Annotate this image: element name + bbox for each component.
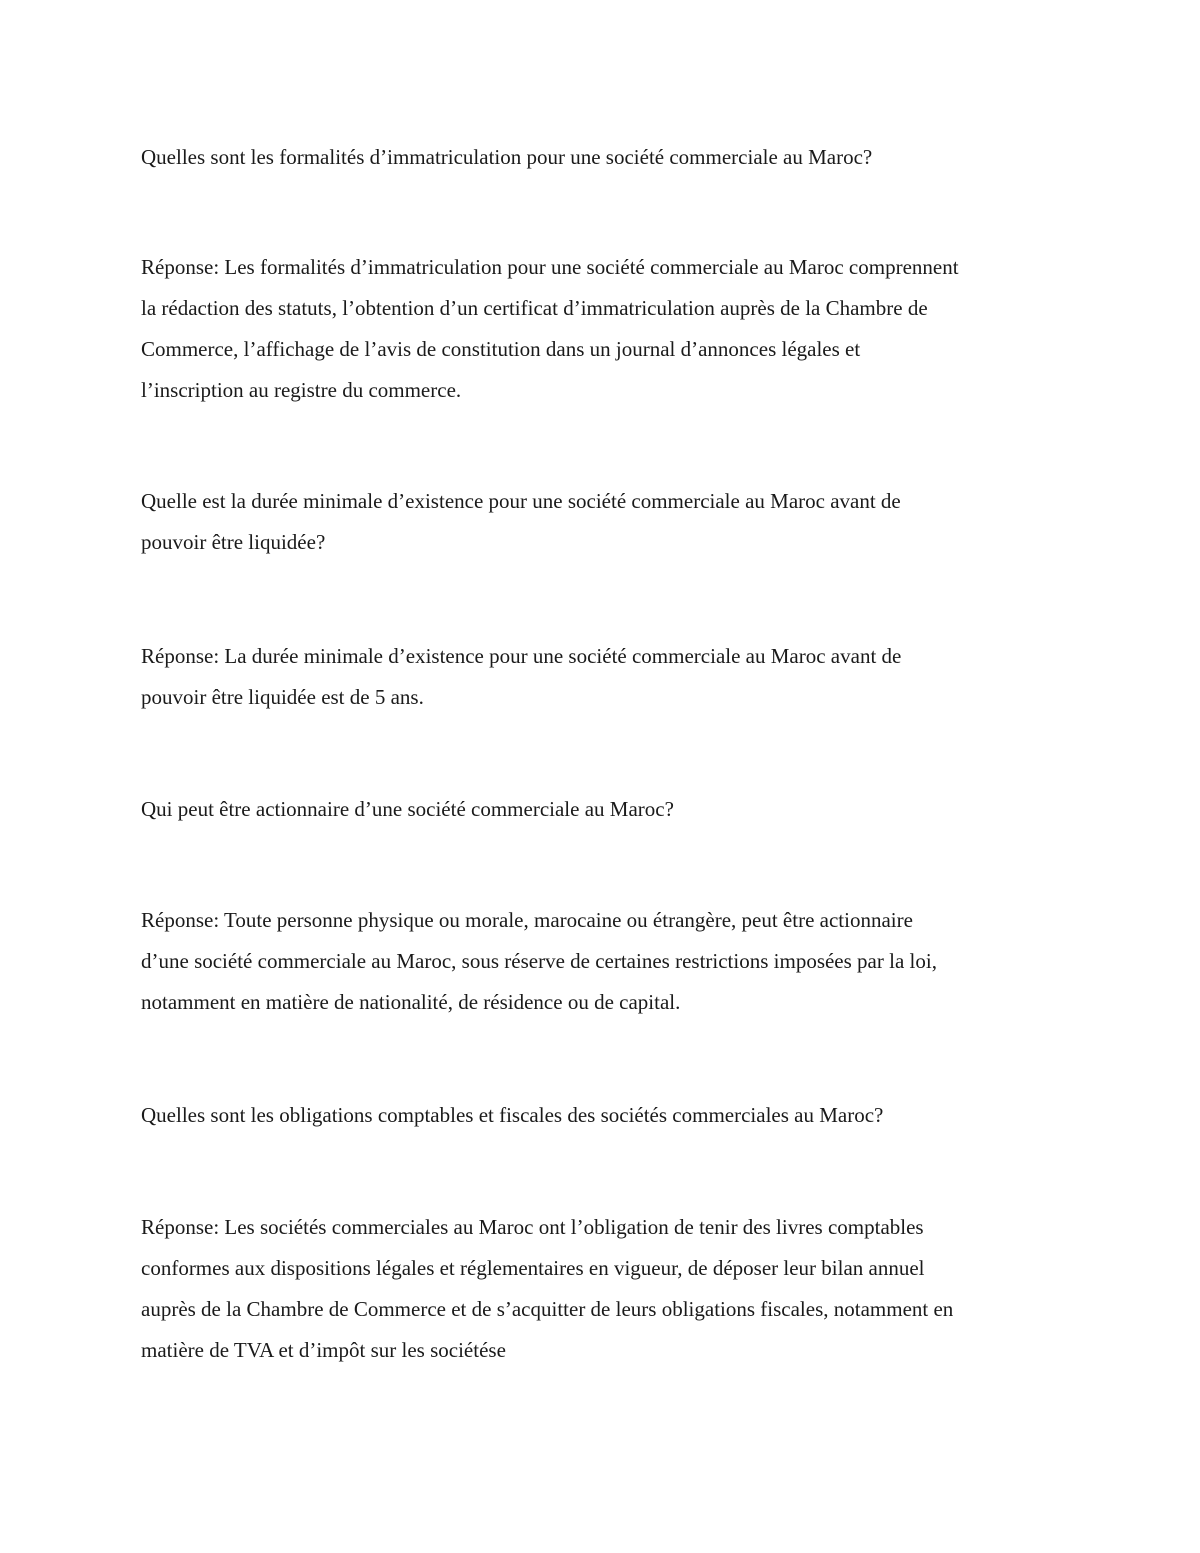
answer-2-line-2: pouvoir être liquidée est de 5 ans.	[141, 685, 424, 709]
question-2	[141, 481, 1071, 563]
question-4-line-1: Quelles sont les obligations comptables et fiscales des sociétés commerciales au Maroc?	[141, 1103, 884, 1127]
answer-2-line-1: Réponse: La durée minimale d’existence pour une société commerciale au Maroc avant de	[141, 644, 902, 668]
answer-1-line-1: Réponse: Les formalités d’immatriculation pour une société commerciale au Maroc comprennent	[141, 255, 959, 279]
answer-1-line-2: la rédaction des statuts, l’obtention d’un certificat d’immatriculation auprès de la Chambre de	[141, 296, 928, 320]
question-1	[141, 137, 1071, 178]
question-4	[141, 1095, 1071, 1136]
answer-3-line-3: notamment en matière de nationalité, de résidence ou de capital.	[141, 990, 681, 1014]
question-2-line-1: Quelle est la durée minimale d’existence pour une société commerciale au Maroc avant de	[141, 489, 901, 513]
answer-1-line-3: Commerce, l’affichage de l’avis de constitution dans un journal d’annonces légales et	[141, 337, 861, 361]
answer-4-line-3: auprès de la Chambre de Commerce et de s’acquitter de leurs obligations fiscales, notamment en	[141, 1297, 954, 1321]
answer-2	[141, 636, 1071, 718]
answer-3	[141, 900, 1071, 1023]
answer-1	[141, 247, 1071, 411]
question-1-line-1: Quelles sont les formalités d’immatriculation pour une société commerciale au Maroc?	[141, 145, 873, 169]
question-2-line-2: pouvoir être liquidée?	[141, 530, 326, 554]
answer-4-line-2: conformes aux dispositions légales et réglementaires en vigueur, de déposer leur bilan annuel	[141, 1256, 925, 1280]
answer-3-line-1: Réponse: Toute personne physique ou morale, marocaine ou étrangère, peut être actionnaire	[141, 908, 913, 932]
answer-1-line-4: l’inscription au registre du commerce.	[141, 378, 462, 402]
question-3	[141, 789, 1071, 830]
answer-3-line-2: d’une société commerciale au Maroc, sous réserve de certaines restrictions imposées par la loi,	[141, 949, 937, 973]
answer-4-line-1: Réponse: Les sociétés commerciales au Maroc ont l’obligation de tenir des livres comptables	[141, 1215, 924, 1239]
question-3-line-1: Qui peut être actionnaire d’une société commerciale au Maroc?	[141, 797, 674, 821]
answer-4	[141, 1207, 1071, 1371]
answer-4-line-4: matière de TVA et d’impôt sur les sociétése	[141, 1338, 506, 1362]
